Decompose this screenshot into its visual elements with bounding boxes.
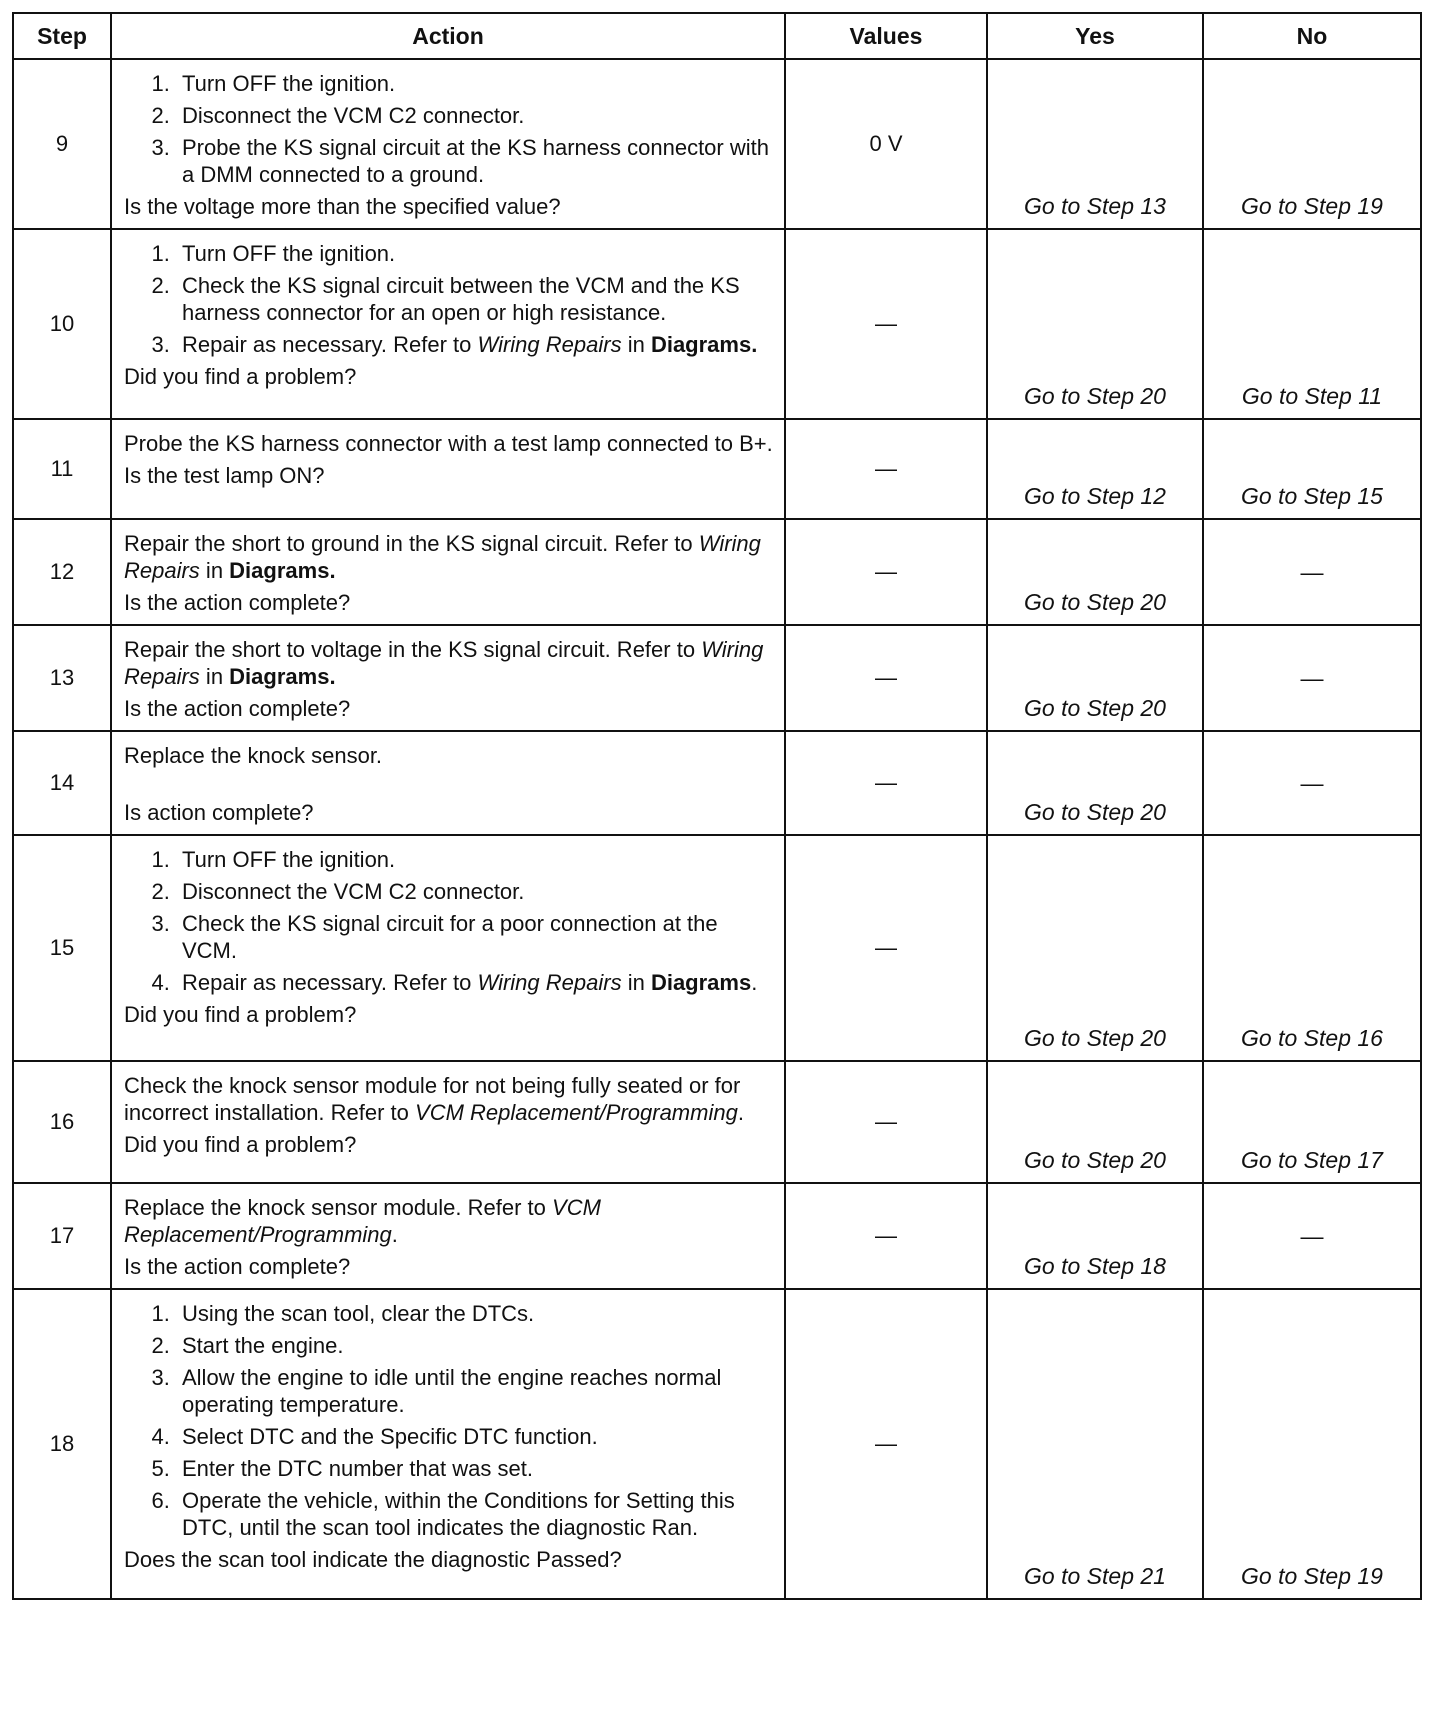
text-segment: Diagrams: [650, 970, 752, 995]
step-number: 9: [13, 59, 111, 229]
step-number: 10: [13, 229, 111, 419]
header-yes: Yes: [987, 13, 1203, 59]
table-row: [13, 731, 1421, 835]
action-cell: [111, 731, 785, 835]
no-cell: —: [1203, 625, 1421, 731]
value-cell: —: [785, 419, 987, 519]
action-step: [176, 1455, 774, 1482]
table-row: [13, 419, 1421, 519]
table-row: [13, 519, 1421, 625]
no-cell: Go to Step 17: [1203, 1061, 1421, 1183]
text-segment: Wiring Repairs: [477, 970, 622, 995]
action-step: [176, 846, 774, 873]
action-cell: [111, 519, 785, 625]
text-segment: Start the engine.: [182, 1333, 344, 1358]
text-segment: Turn OFF the ignition.: [182, 71, 396, 96]
no-cell: —: [1203, 1183, 1421, 1289]
header-no: No: [1203, 13, 1421, 59]
table-row: [13, 835, 1421, 1061]
text-segment: Diagrams.: [650, 332, 758, 357]
yes-cell: Go to Step 20: [987, 835, 1203, 1061]
action-cell: [111, 1183, 785, 1289]
text-segment: Disconnect the VCM C2 connector.: [182, 879, 525, 904]
text-segment: Repair as necessary. Refer to: [182, 970, 478, 995]
yes-cell: Go to Step 20: [987, 229, 1203, 419]
action-question: Is the action complete?: [124, 1254, 351, 1279]
step-number: 11: [13, 419, 111, 519]
yes-cell: Go to Step 20: [987, 731, 1203, 835]
action-text: [124, 1072, 774, 1126]
text-segment: .: [737, 1100, 744, 1125]
text-segment: VCM Replacement/Programming: [124, 1195, 601, 1247]
value-cell: —: [785, 1183, 987, 1289]
text-segment: Diagrams.: [229, 664, 336, 689]
text-segment: Wiring Repairs: [124, 637, 764, 689]
action-cell: [111, 229, 785, 419]
text-segment: Diagrams.: [229, 558, 336, 583]
text-segment: Enter the DTC number that was set.: [182, 1456, 533, 1481]
yes-cell: Go to Step 20: [987, 519, 1203, 625]
action-step: [176, 272, 774, 326]
action-steps: [124, 1300, 774, 1541]
no-cell: —: [1203, 731, 1421, 835]
action-steps: [124, 70, 774, 188]
action-text: [124, 1194, 774, 1248]
text-segment: Repair the short to voltage in the KS signal circuit. Refer to: [124, 637, 702, 662]
action-question: Is action complete?: [124, 800, 314, 825]
action-steps: [124, 240, 774, 358]
action-step: [176, 969, 774, 996]
action-step: [176, 70, 774, 97]
header-step: Step: [13, 13, 111, 59]
text-segment: Wiring Repairs: [477, 332, 622, 357]
action-cell: [111, 835, 785, 1061]
action-steps: [124, 846, 774, 996]
text-segment: in: [621, 332, 651, 357]
text-segment: Check the KS signal circuit for a poor connection at the VCM.: [182, 911, 718, 963]
action-step: [176, 1300, 774, 1327]
action-step: [176, 910, 774, 964]
yes-cell: Go to Step 12: [987, 419, 1203, 519]
action-step: [176, 878, 774, 905]
action-step: [176, 1364, 774, 1418]
header-row: [13, 13, 1421, 59]
action-step: [176, 240, 774, 267]
value-cell: —: [785, 1289, 987, 1599]
yes-cell: Go to Step 18: [987, 1183, 1203, 1289]
action-question: Is the action complete?: [124, 696, 351, 721]
text-segment: in: [199, 664, 230, 689]
text-segment: Wiring Repairs: [124, 531, 761, 583]
text-segment: Turn OFF the ignition.: [182, 847, 396, 872]
value-cell: —: [785, 1061, 987, 1183]
action-question: Is the test lamp ON?: [124, 463, 325, 488]
text-segment: Using the scan tool, clear the DTCs.: [182, 1301, 535, 1326]
action-step: [176, 331, 774, 358]
action-cell: [111, 1061, 785, 1183]
action-text: [124, 530, 774, 584]
diagnostic-table: [12, 12, 1422, 1600]
action-cell: [111, 625, 785, 731]
text-segment: Check the knock sensor module for not being fully seated or for incorrect installation. Refer to: [124, 1073, 741, 1125]
action-question: Did you find a problem?: [124, 1002, 357, 1027]
yes-cell: Go to Step 13: [987, 59, 1203, 229]
text-segment: Probe the KS harness connector with a test lamp connected to B+.: [124, 431, 773, 456]
step-number: 17: [13, 1183, 111, 1289]
action-text: [124, 430, 774, 457]
action-cell: [111, 1289, 785, 1599]
text-segment: VCM Replacement/Programming: [415, 1100, 738, 1125]
text-segment: Replace the knock sensor module. Refer to: [124, 1195, 553, 1220]
action-question: Is the action complete?: [124, 590, 351, 615]
text-segment: Select DTC and the Specific DTC function.: [182, 1424, 598, 1449]
value-cell: —: [785, 519, 987, 625]
action-question: Did you find a problem?: [124, 1132, 357, 1157]
text-segment: Repair as necessary. Refer to: [182, 332, 478, 357]
value-cell: —: [785, 229, 987, 419]
table-row: [13, 625, 1421, 731]
no-cell: Go to Step 16: [1203, 835, 1421, 1061]
no-cell: Go to Step 19: [1203, 59, 1421, 229]
no-cell: Go to Step 11: [1203, 229, 1421, 419]
header-action: Action: [111, 13, 785, 59]
action-cell: [111, 419, 785, 519]
action-question: Is the voltage more than the specified value?: [124, 194, 561, 219]
action-step: [176, 134, 774, 188]
step-number: 13: [13, 625, 111, 731]
action-step: [176, 1487, 774, 1541]
text-segment: Repair the short to ground in the KS signal circuit. Refer to: [124, 531, 699, 556]
step-number: 12: [13, 519, 111, 625]
text-segment: Replace the knock sensor.: [124, 743, 383, 768]
text-segment: .: [391, 1222, 398, 1247]
text-segment: Probe the KS signal circuit at the KS harness connector with a DMM connected to a ground.: [182, 135, 769, 187]
value-cell: —: [785, 625, 987, 731]
yes-cell: Go to Step 20: [987, 625, 1203, 731]
no-cell: —: [1203, 519, 1421, 625]
action-question: Did you find a problem?: [124, 364, 357, 389]
action-cell: [111, 59, 785, 229]
text-segment: Disconnect the VCM C2 connector.: [182, 103, 525, 128]
action-step: [176, 1423, 774, 1450]
value-cell: 0 V: [785, 59, 987, 229]
value-cell: —: [785, 835, 987, 1061]
step-number: 18: [13, 1289, 111, 1599]
text-segment: in: [621, 970, 651, 995]
table-row: [13, 59, 1421, 229]
action-question: Does the scan tool indicate the diagnostic Passed?: [124, 1547, 622, 1572]
text-segment: .: [751, 970, 758, 995]
action-step: [176, 1332, 774, 1359]
value-cell: —: [785, 731, 987, 835]
table-row: [13, 229, 1421, 419]
table-row: [13, 1289, 1421, 1599]
text-segment: Operate the vehicle, within the Conditions for Setting this DTC, until the scan tool indicates the diagnostic Ran.: [182, 1488, 735, 1540]
text-segment: Turn OFF the ignition.: [182, 241, 396, 266]
table-row: [13, 1061, 1421, 1183]
text-segment: in: [199, 558, 230, 583]
text-segment: Allow the engine to idle until the engine reaches normal operating temperature.: [182, 1365, 722, 1417]
table-row: [13, 1183, 1421, 1289]
step-number: 16: [13, 1061, 111, 1183]
yes-cell: Go to Step 21: [987, 1289, 1203, 1599]
no-cell: Go to Step 15: [1203, 419, 1421, 519]
text-segment: Check the KS signal circuit between the VCM and the KS harness connector for an open or high resistance.: [182, 273, 740, 325]
header-values: Values: [785, 13, 987, 59]
step-number: 14: [13, 731, 111, 835]
step-number: 15: [13, 835, 111, 1061]
action-text: [124, 742, 774, 769]
action-text: [124, 636, 774, 690]
action-step: [176, 102, 774, 129]
yes-cell: Go to Step 20: [987, 1061, 1203, 1183]
no-cell: Go to Step 19: [1203, 1289, 1421, 1599]
